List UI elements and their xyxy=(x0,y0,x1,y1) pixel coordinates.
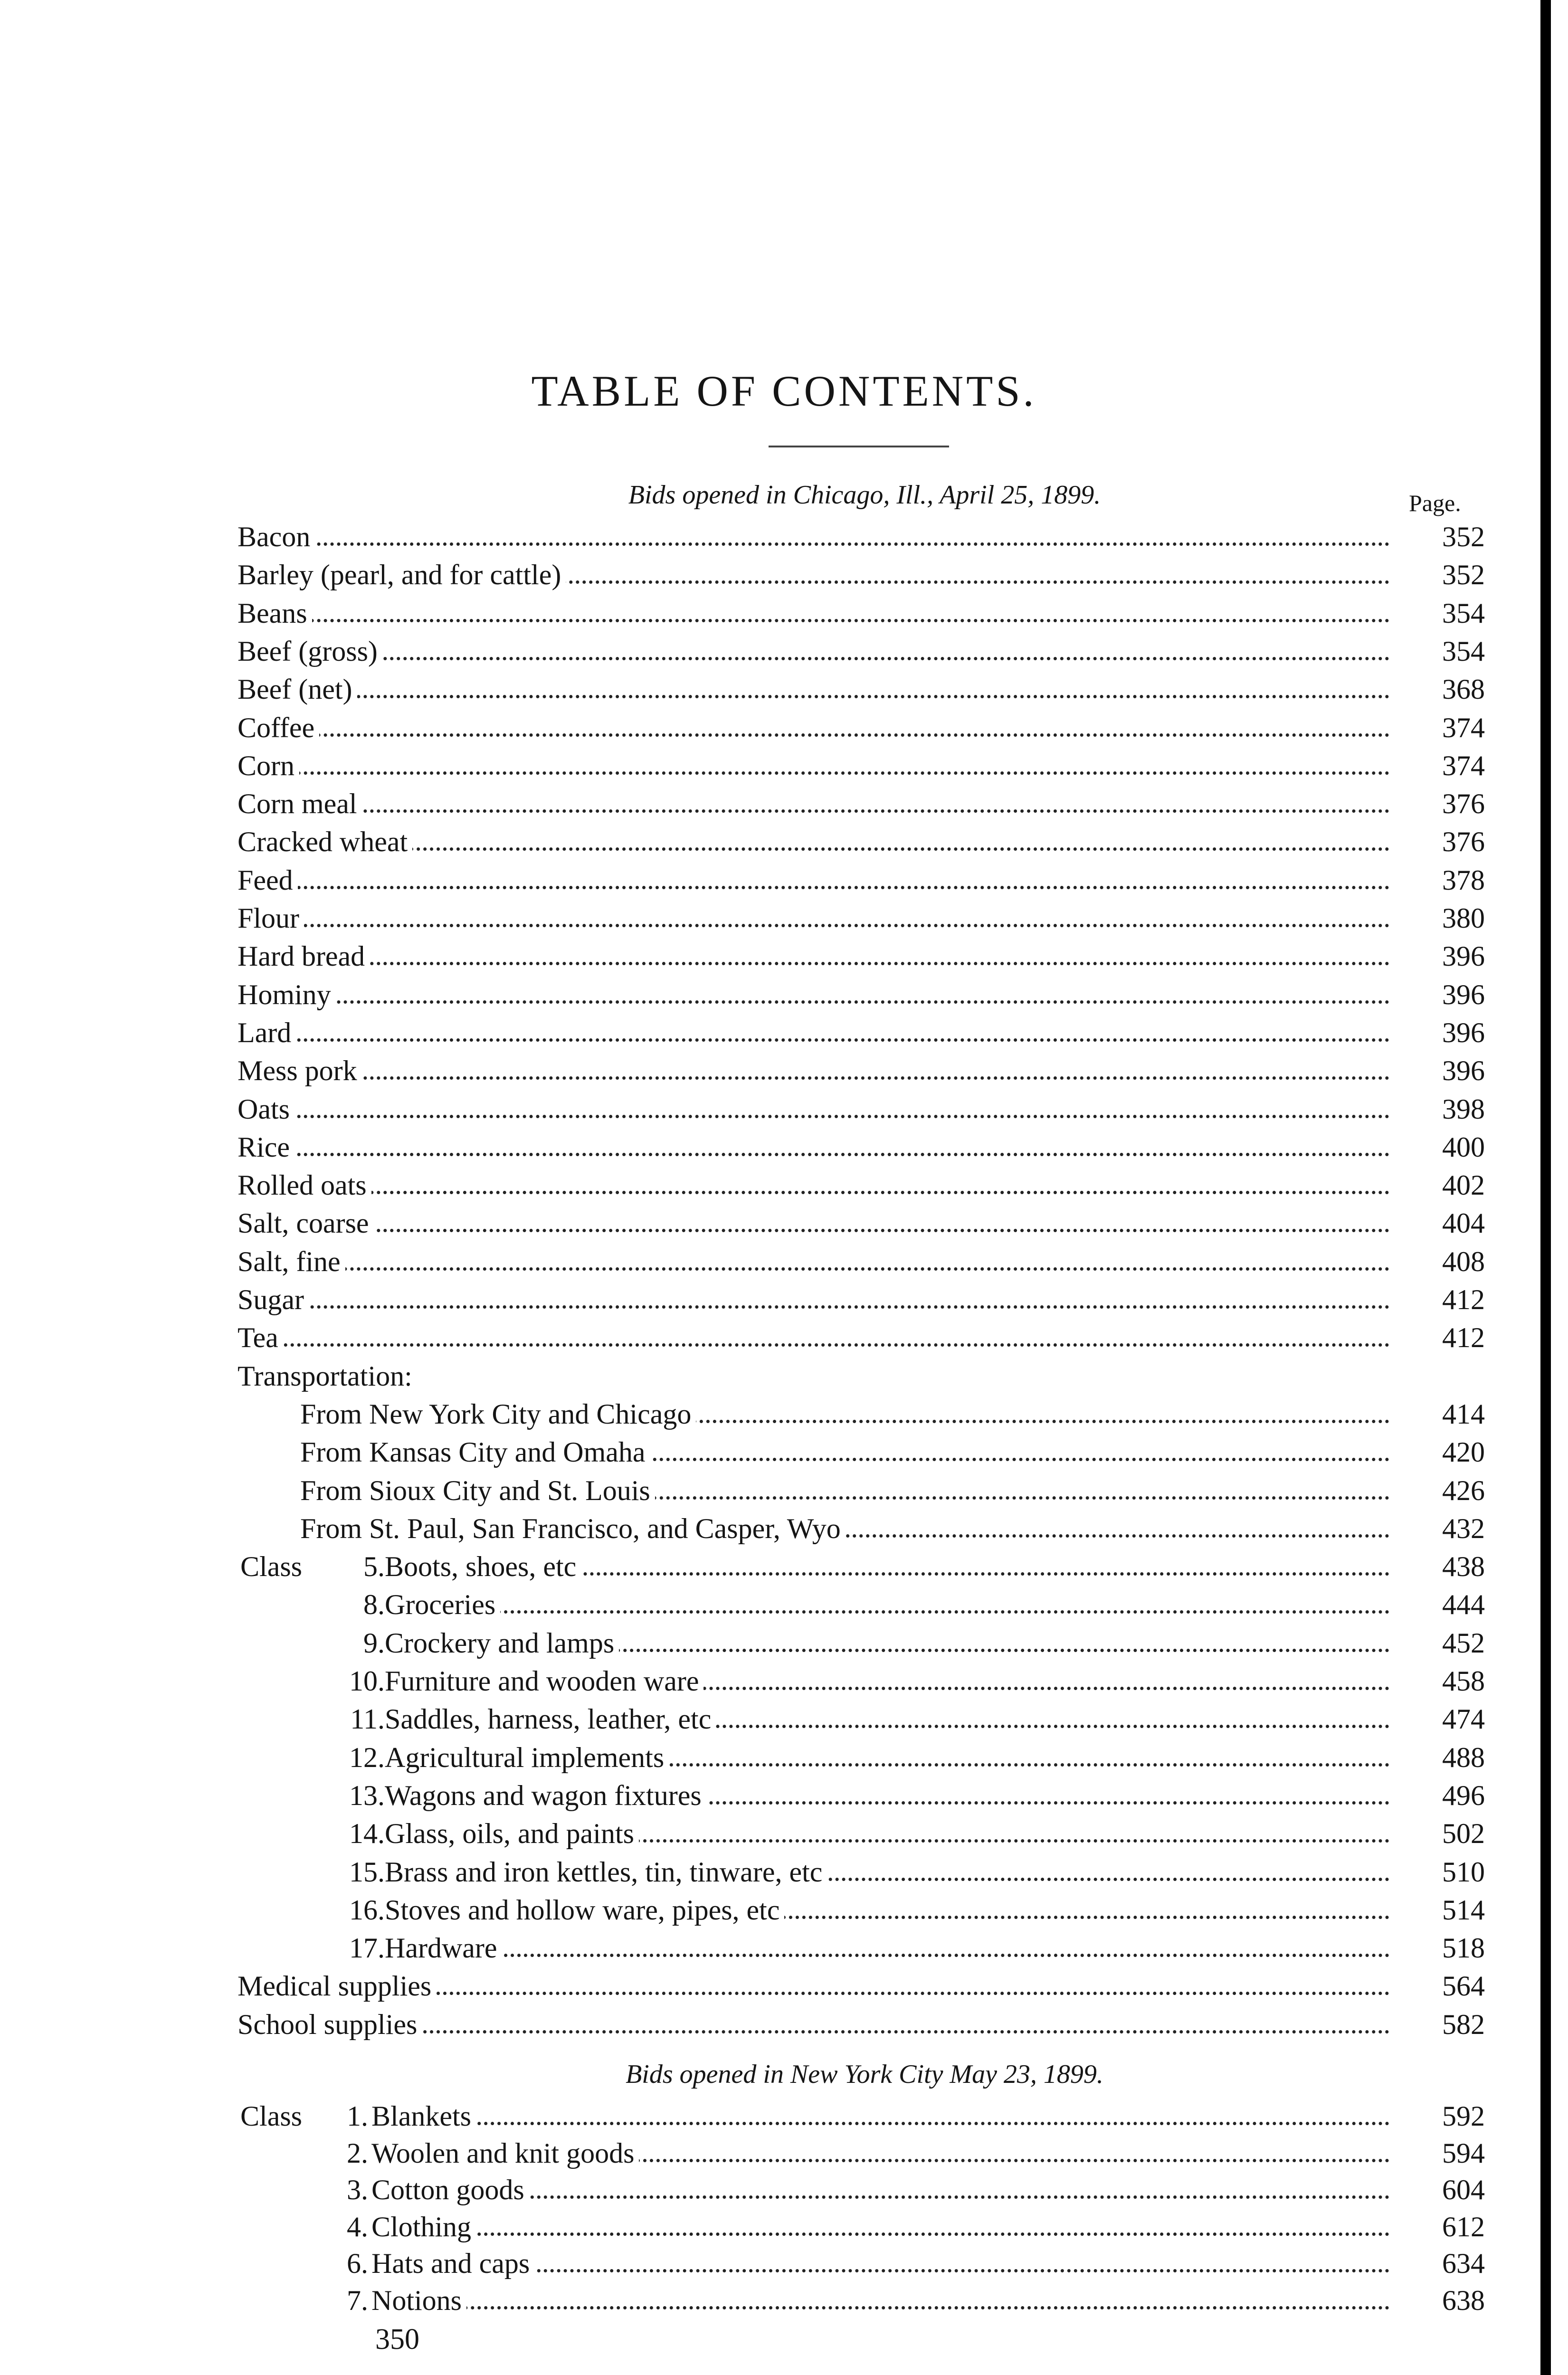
entry-page: 458 xyxy=(1442,1665,1485,1697)
entry-label: Barley (pearl, and for cattle) xyxy=(238,556,566,594)
toc-entry xyxy=(0,1090,1496,1128)
dot-leader xyxy=(385,1610,1389,1614)
toc-entry xyxy=(0,1814,1496,1852)
entry-page: 396 xyxy=(1442,978,1485,1010)
entry-page: 412 xyxy=(1442,1322,1485,1354)
entry-page: 354 xyxy=(1442,597,1485,629)
dot-leader xyxy=(238,733,1389,737)
entry-label: From Sioux City and St. Louis xyxy=(300,1472,655,1510)
dot-leader xyxy=(238,924,1389,927)
class-number: 6. xyxy=(347,2248,368,2279)
toc-entry xyxy=(0,1929,1496,1967)
entry-page: 374 xyxy=(1442,712,1485,743)
class-number: 11. xyxy=(350,1703,385,1735)
toc-entry xyxy=(0,632,1496,670)
dot-leader xyxy=(371,2122,1389,2125)
entry-page: 398 xyxy=(1442,1093,1485,1125)
entry-label: Medical supplies xyxy=(238,1967,436,2005)
entry-page: 352 xyxy=(1442,521,1485,552)
entry-label: From St. Paul, San Francisco, and Casper, Wyo xyxy=(300,1510,846,1548)
entry-label: Saddles, harness, leather, etc xyxy=(385,1700,716,1738)
toc-entry xyxy=(0,976,1496,1014)
toc-entry xyxy=(0,1281,1496,1319)
dot-leader xyxy=(238,962,1389,965)
toc-entry xyxy=(0,2281,1496,2319)
scan-border-right xyxy=(1540,0,1551,2375)
page-number: 350 xyxy=(375,2323,419,2356)
entry-label: Boots, shoes, etc xyxy=(385,1548,581,1586)
toc-entry xyxy=(0,1510,1496,1548)
toc-entry xyxy=(0,1700,1496,1738)
class-number: 5. xyxy=(363,1551,385,1583)
entry-label: Cracked wheat xyxy=(238,823,412,861)
toc-entry xyxy=(0,1586,1496,1624)
entry-label: Cotton goods xyxy=(371,2171,529,2209)
toc-entry xyxy=(0,2134,1496,2172)
entry-label: Coffee xyxy=(238,709,319,747)
entry-label: Glass, oils, and paints xyxy=(385,1814,639,1852)
dot-leader xyxy=(238,619,1389,622)
entry-page: 444 xyxy=(1442,1589,1485,1621)
entry-page: 414 xyxy=(1442,1398,1485,1430)
dot-leader xyxy=(238,657,1389,660)
entry-label: Corn xyxy=(238,747,299,785)
entry-page: 352 xyxy=(1442,559,1485,591)
entry-page: 374 xyxy=(1442,750,1485,781)
toc-entry xyxy=(0,1204,1496,1242)
entry-page: 604 xyxy=(1442,2174,1485,2205)
dot-leader xyxy=(238,771,1389,775)
title-divider xyxy=(769,446,949,447)
entry-label: Beans xyxy=(238,594,312,632)
entry-label: Hominy xyxy=(238,976,336,1014)
class-prefix: Class xyxy=(240,1548,307,1586)
class-number: 12. xyxy=(349,1741,385,1773)
toc-entry xyxy=(0,670,1496,708)
entry-label: Furniture and wooden ware xyxy=(385,1662,703,1700)
entry-page: 404 xyxy=(1442,1207,1485,1239)
toc-entry xyxy=(0,1052,1496,1090)
toc-entry xyxy=(0,556,1496,594)
toc-entry xyxy=(0,1014,1496,1052)
dot-leader xyxy=(238,1343,1389,1347)
entry-page: 412 xyxy=(1442,1284,1485,1315)
entry-label: Crockery and lamps xyxy=(385,1624,619,1662)
dot-leader xyxy=(238,1267,1389,1271)
section-heading-new-york: Bids opened in New York City May 23, 1899. xyxy=(626,2060,1103,2089)
entry-label: Lard xyxy=(238,1014,296,1052)
entry-page: 420 xyxy=(1442,1436,1485,1468)
page-title: TABLE OF CONTENTS. xyxy=(531,367,1037,415)
entry-page: 612 xyxy=(1442,2211,1485,2242)
entry-page: 396 xyxy=(1442,1055,1485,1087)
entry-label: Feed xyxy=(238,861,298,899)
entry-label: Corn meal xyxy=(238,785,362,823)
toc-entry xyxy=(0,1967,1496,2005)
entry-page: 400 xyxy=(1442,1131,1485,1163)
entry-page: 368 xyxy=(1442,674,1485,705)
entry-label: Beef (net) xyxy=(238,670,357,708)
class-number: 10. xyxy=(349,1665,385,1697)
toc-entry xyxy=(0,1624,1496,1662)
dot-leader xyxy=(238,1305,1389,1309)
entry-page: 432 xyxy=(1442,1512,1485,1544)
entry-page: 380 xyxy=(1442,902,1485,934)
toc-entry xyxy=(0,1662,1496,1700)
toc-entry xyxy=(0,1776,1496,1814)
class-prefix: Class xyxy=(240,2097,307,2135)
toc-entry xyxy=(0,1891,1496,1929)
toc-entry xyxy=(0,2208,1496,2246)
dot-leader xyxy=(238,1038,1389,1042)
toc-entry xyxy=(0,709,1496,747)
class-number: 14. xyxy=(349,1818,385,1850)
entry-page: 594 xyxy=(1442,2137,1485,2169)
entry-label: School supplies xyxy=(238,2005,422,2043)
class-number: 15. xyxy=(349,1856,385,1888)
entry-page: 354 xyxy=(1442,635,1485,667)
toc-entry xyxy=(0,1243,1496,1281)
toc-entry xyxy=(0,785,1496,823)
entry-label: Agricultural implements xyxy=(385,1738,669,1776)
entry-page: 514 xyxy=(1442,1894,1485,1926)
dot-leader xyxy=(238,542,1389,546)
entry-page: 510 xyxy=(1442,1856,1485,1888)
toc-entry xyxy=(0,1853,1496,1891)
toc-entry xyxy=(0,899,1496,937)
entry-page: 638 xyxy=(1442,2284,1485,2316)
entry-label: Stoves and hollow ware, pipes, etc xyxy=(385,1891,784,1929)
entry-label: Salt, fine xyxy=(238,1243,345,1281)
toc-entry xyxy=(0,2097,1496,2135)
entry-page: 452 xyxy=(1442,1627,1485,1659)
dot-leader xyxy=(238,809,1389,813)
entry-label: Wagons and wagon fixtures xyxy=(385,1776,706,1814)
entry-label: Tea xyxy=(238,1319,283,1357)
entry-label: Blankets xyxy=(371,2097,476,2135)
toc-entry xyxy=(0,861,1496,899)
dot-leader xyxy=(238,1115,1389,1118)
dot-leader xyxy=(371,2232,1389,2236)
dot-leader xyxy=(238,1000,1389,1004)
entry-label: Oats xyxy=(238,1090,295,1128)
entry-label: Sugar xyxy=(238,1281,309,1319)
entry-page: 376 xyxy=(1442,788,1485,820)
entry-label: Flour xyxy=(238,899,304,937)
entry-label: Bacon xyxy=(238,518,315,556)
entry-page: 376 xyxy=(1442,826,1485,858)
entry-label: Hardware xyxy=(385,1929,502,1967)
entry-page: 408 xyxy=(1442,1245,1485,1277)
entry-page: 396 xyxy=(1442,940,1485,972)
dot-leader xyxy=(238,695,1389,698)
toc-entry xyxy=(0,1433,1496,1471)
class-number: 13. xyxy=(349,1779,385,1811)
toc-entry xyxy=(0,1395,1496,1433)
class-number: 2. xyxy=(347,2137,368,2169)
class-number: 8. xyxy=(363,1589,385,1621)
toc-entry xyxy=(0,1128,1496,1166)
class-number: 1. xyxy=(347,2100,368,2132)
toc-entry xyxy=(0,823,1496,861)
toc-entry xyxy=(0,1357,1496,1395)
entry-label: Hats and caps xyxy=(371,2244,534,2282)
toc-entry xyxy=(0,1319,1496,1357)
dot-leader xyxy=(238,1191,1389,1194)
entry-label: Beef (gross) xyxy=(238,632,382,670)
entry-page: 634 xyxy=(1442,2248,1485,2279)
entry-page: 438 xyxy=(1442,1551,1485,1583)
entry-page: 502 xyxy=(1442,1818,1485,1850)
entry-label: Rolled oats xyxy=(238,1166,371,1204)
class-number: 7. xyxy=(347,2284,368,2316)
entry-page: 488 xyxy=(1442,1741,1485,1773)
entry-page: 564 xyxy=(1442,1970,1485,2002)
toc-entry xyxy=(0,594,1496,632)
entry-label: Mess pork xyxy=(238,1052,362,1090)
entry-label: From Kansas City and Omaha xyxy=(300,1433,650,1471)
toc-entry xyxy=(0,1166,1496,1204)
entry-label: Rice xyxy=(238,1128,295,1166)
toc-entry xyxy=(0,747,1496,785)
entry-label: From New York City and Chicago xyxy=(300,1395,696,1433)
toc-entry xyxy=(0,1472,1496,1510)
entry-page: 496 xyxy=(1442,1779,1485,1811)
class-number: 17. xyxy=(349,1932,385,1964)
entry-label: Transportation: xyxy=(238,1357,417,1395)
toc-entry xyxy=(0,2171,1496,2209)
entry-label: Clothing xyxy=(371,2208,476,2246)
dot-leader xyxy=(385,1954,1389,1957)
entry-page: 474 xyxy=(1442,1703,1485,1735)
entry-page: 518 xyxy=(1442,1932,1485,1964)
toc-entry xyxy=(0,937,1496,975)
dot-leader xyxy=(371,2306,1389,2309)
dot-leader xyxy=(238,1076,1389,1080)
entry-label: Groceries xyxy=(385,1586,500,1624)
entry-label: Hard bread xyxy=(238,937,370,975)
section-heading-chicago: Bids opened in Chicago, Ill., April 25, 1899. xyxy=(628,480,1101,510)
entry-page: 426 xyxy=(1442,1474,1485,1506)
entry-label: Brass and iron kettles, tin, tinware, etc xyxy=(385,1853,827,1891)
toc-entry xyxy=(0,1738,1496,1776)
page-column-label: Page. xyxy=(1409,490,1461,516)
dot-leader xyxy=(238,1229,1389,1232)
class-number: 16. xyxy=(349,1894,385,1926)
class-number: 3. xyxy=(347,2174,368,2205)
entry-page: 592 xyxy=(1442,2100,1485,2132)
toc-entry xyxy=(0,2244,1496,2282)
entry-page: 402 xyxy=(1442,1169,1485,1201)
class-number: 9. xyxy=(363,1627,385,1659)
entry-label: Salt, coarse xyxy=(238,1204,374,1242)
class-number: 4. xyxy=(347,2211,368,2242)
toc-entry xyxy=(0,1548,1496,1586)
entry-page: 582 xyxy=(1442,2008,1485,2040)
dot-leader xyxy=(238,1153,1389,1156)
toc-entry xyxy=(0,518,1496,556)
dot-leader xyxy=(238,886,1389,889)
entry-label: Notions xyxy=(371,2281,466,2319)
toc-entry xyxy=(0,2005,1496,2043)
entry-page: 396 xyxy=(1442,1016,1485,1048)
entry-label: Woolen and knit goods xyxy=(371,2134,639,2172)
entry-page: 378 xyxy=(1442,864,1485,896)
